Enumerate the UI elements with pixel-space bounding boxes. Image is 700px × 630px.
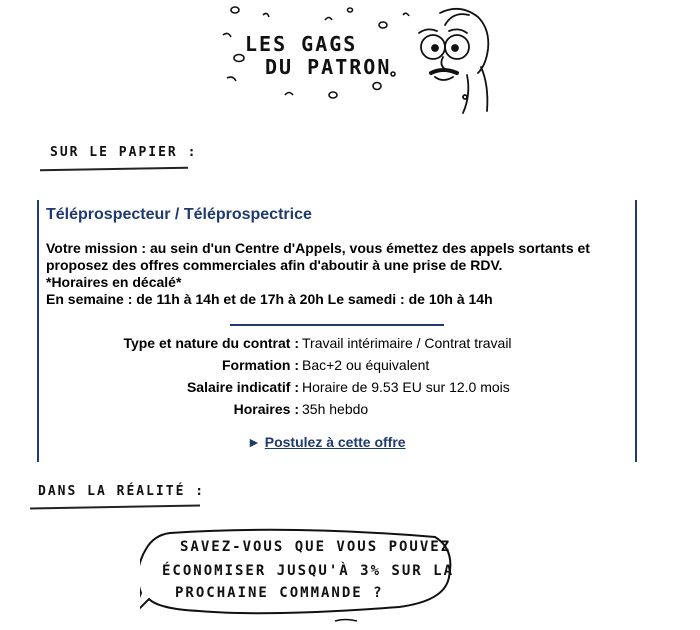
- description-line: proposez des offres commerciales afin d'aboutir à une prise de RDV.: [46, 257, 503, 273]
- arrow-right-icon: ►: [247, 434, 261, 450]
- patron-caricature-icon: [405, 5, 500, 115]
- education-value: Bac+2 ou équivalent: [302, 357, 430, 373]
- in-reality-underline: [30, 505, 200, 510]
- job-title: Téléprospecteur / Téléprospectrice: [46, 206, 312, 223]
- contract-type-label: Type et nature du contrat :: [123, 335, 299, 351]
- salary-label: Salaire indicatif :: [186, 379, 299, 395]
- hours-value: 35h hebdo: [302, 401, 369, 417]
- education-label: Formation :: [222, 357, 299, 373]
- hours-label: Horaires :: [233, 401, 299, 417]
- description-line: En semaine : de 11h à 14h et de 17h à 20h Le samedi : de 10h à 14h: [46, 291, 493, 307]
- speech-bubble: [140, 525, 460, 630]
- description-line: *Horaires en décalé*: [46, 274, 182, 290]
- apply-row: [247, 434, 406, 450]
- comic-title-line1: LES GAGS: [245, 32, 358, 56]
- job-description: [46, 240, 636, 308]
- job-ad-panel: [37, 200, 637, 462]
- description-line: Votre mission : au sein d'un Centre d'Appels, vous émettez des appels sortants et: [46, 240, 590, 256]
- in-reality-label: DANS LA RÉALITÉ :: [38, 484, 206, 499]
- ad-border-left: [37, 200, 39, 462]
- comic-title-line2: DU PATRON: [265, 55, 392, 79]
- bubble-line: ÉCONOMISER JUSQU'À 3% SUR LA: [162, 563, 455, 579]
- separator: [230, 324, 444, 326]
- salary-value: Horaire de 9.53 EU sur 12.0 mois: [302, 379, 510, 395]
- on-paper-label: SUR LE PAPIER :: [50, 145, 198, 160]
- bubble-line: SAVEZ-VOUS QUE VOUS POUVEZ: [180, 539, 452, 555]
- apply-link[interactable]: Postulez à cette offre: [264, 434, 406, 450]
- on-paper-underline: [40, 167, 188, 172]
- bubble-line: PROCHAINE COMMANDE ?: [175, 585, 384, 601]
- contract-type-value: Travail intérimaire / Contrat travail: [302, 335, 512, 351]
